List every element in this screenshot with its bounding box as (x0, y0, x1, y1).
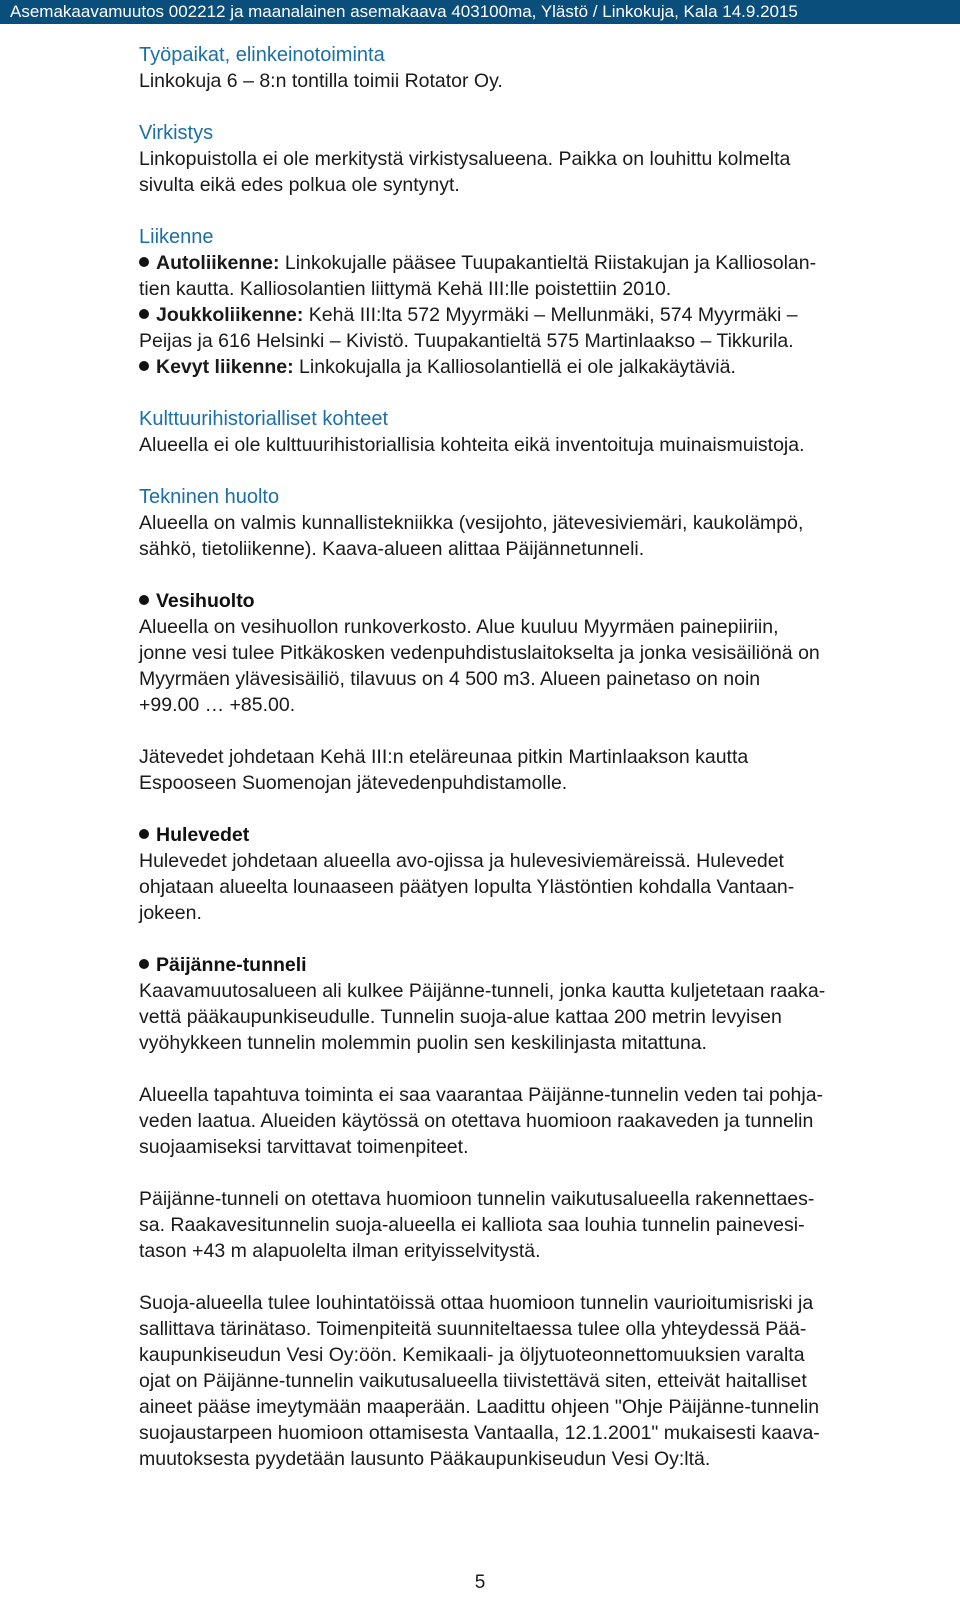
bullet-item (139, 354, 939, 380)
paragraph-line: Myyrmäen ylävesisäiliö, tilavuus on 4 500 m3. Alueen painetaso on noin (139, 668, 761, 690)
paragraph-line: Alueella tapahtuva toiminta ei saa vaarantaa Päijänne-tunnelin veden tai pohja- (139, 1084, 824, 1106)
bullet-icon (139, 257, 149, 267)
paragraph-line: vettä pääkaupunkiseudulle. Tunnelin suoja-alue kattaa 200 metrin levyisen (139, 1006, 782, 1028)
paragraph-line: sallittava tärinätaso. Toimenpiteitä suunniteltaessa tulee olla yhteydessä Pää- (139, 1318, 807, 1340)
paragraph-line: Suoja-alueella tulee louhintatöissä ottaa huomioon tunnelin vaurioitumisriski ja (139, 1292, 814, 1314)
subsection-heading (139, 952, 939, 978)
paragraph-line: Linkokuja 6 – 8:n tontilla toimii Rotator Oy. (139, 70, 503, 92)
paragraph-line: Kaavamuutosalueen ali kulkee Päijänne-tunneli, jonka kautta kuljetetaan raaka- (139, 980, 826, 1002)
paragraph-line: Alueella on vesihuollon runkoverkosto. Alue kuuluu Myyrmäen painepiiriin, (139, 616, 779, 638)
bullet-text: Linkokujalle pääsee Tuupakantieltä Riistakujan ja Kalliosolan- (279, 252, 817, 274)
section-liikenne (139, 224, 939, 380)
bullet-label: Joukkoliikenne: (156, 304, 304, 326)
paragraph-line: Linkopuistolla ei ole merkitystä virkistysalueena. Paikka on louhittu kolmelta (139, 148, 791, 170)
section-vesihuolto (139, 588, 939, 796)
paragraph-line: Espooseen Suomenojan jätevedenpuhdistamolle. (139, 772, 568, 794)
section-heading: Virkistys (139, 122, 214, 144)
paragraph-line: suojaamiseksi tarvittavat toimenpiteet. (139, 1136, 469, 1158)
paragraph-line: +99.00 … +85.00. (139, 694, 296, 716)
section-tyopaikat (139, 42, 939, 94)
bullet-label: Autoliikenne: (156, 252, 280, 274)
paragraph-line: sivulta eikä edes polkua ole syntynyt. (139, 174, 460, 196)
paragraph-line: Jätevedet johdetaan Kehä III:n eteläreunaa pitkin Martinlaakson kautta (139, 746, 749, 768)
paragraph-line: Päijänne-tunneli on otettava huomioon tunnelin vaikutusalueella rakennettaes- (139, 1188, 815, 1210)
paragraph-line: jokeen. (139, 902, 202, 924)
section-heading: Kulttuurihistorialliset kohteet (139, 408, 389, 430)
paragraph-line: tien kautta. Kalliosolantien liittymä Kehä III:lle poistettiin 2010. (139, 278, 672, 300)
document-body (139, 42, 939, 1498)
paragraph-line: tason +43 m alapuolelta ilman erityisselvitystä. (139, 1240, 541, 1262)
paragraph-line: suojaustarpeen huomioon ottamisesta Vantaalla, 12.1.2001" mukaisesti kaava- (139, 1422, 820, 1444)
paragraph-line: jonne vesi tulee Pitkäkosken vedenpuhdistuslaitokselta ja jonka vesisäiliönä on (139, 642, 820, 664)
paragraph-line: aineet pääse imeytymään maaperään. Laadittu ohjeen "Ohje Päijänne-tunnelin (139, 1396, 820, 1418)
bullet-icon (139, 309, 149, 319)
paragraph-line: kaupunkiseudun Vesi Oy:öön. Kemikaali- ja öljytuoteonnettomuuksien varalta (139, 1344, 805, 1366)
paragraph-line: Peijas ja 616 Helsinki – Kivistö. Tuupakantieltä 575 Martinlaakso – Tikkurila. (139, 330, 794, 352)
section-heading: Työpaikat, elinkeinotoiminta (139, 44, 385, 66)
page-number: 5 (474, 1572, 486, 1593)
paragraph-line: Alueella on valmis kunnallistekniikka (vesijohto, jätevesiviemäri, kaukolämpö, (139, 512, 804, 534)
bullet-icon (139, 595, 149, 605)
paragraph-line: vyöhykkeen tunnelin molemmin puolin sen keskilinjasta mitattuna. (139, 1032, 707, 1054)
section-tekninen (139, 484, 939, 562)
bullet-item (139, 250, 939, 276)
bullet-icon (139, 959, 149, 969)
paragraph-line: sähkö, tietoliikenne). Kaava-alueen alittaa Päijännetunneli. (139, 538, 645, 560)
subsection-heading (139, 588, 939, 614)
bullet-icon (139, 829, 149, 839)
bullet-label: Kevyt liikenne: (156, 356, 294, 378)
subsection-title: Hulevedet (156, 824, 250, 846)
section-paijanne (139, 952, 939, 1472)
section-hulevedet (139, 822, 939, 926)
paragraph-line: ohjataan alueelta lounaaseen päätyen lopulta Ylästöntien kohdalla Vantaan- (139, 876, 795, 898)
section-virkistys (139, 120, 939, 198)
section-heading: Liikenne (139, 226, 214, 248)
paragraph-line: Hulevedet johdetaan alueella avo-ojissa ja hulevesiviemäreissä. Hulevedet (139, 850, 784, 872)
bullet-text: Kehä III:lta 572 Myyrmäki – Mellunmäki, 574 Myyrmäki – (303, 304, 798, 326)
bullet-icon (139, 361, 149, 371)
subsection-heading (139, 822, 939, 848)
subsection-title: Päijänne-tunneli (156, 954, 307, 976)
paragraph-line: sa. Raakavesitunnelin suoja-alueella ei kalliota saa louhia tunnelin painevesi- (139, 1214, 805, 1236)
section-kulttuuri (139, 406, 939, 458)
subsection-title: Vesihuolto (156, 590, 255, 612)
paragraph-line: muutoksesta pyydetään lausunto Pääkaupunkiseudun Vesi Oy:ltä. (139, 1448, 711, 1470)
paragraph-line: Alueella ei ole kulttuurihistoriallisia kohteita eikä inventoituja muinaismuistoja. (139, 434, 805, 456)
paragraph-line: ojat on Päijänne-tunnelin vaikutusalueella tiivistettävä siten, etteivät haitalliset (139, 1370, 807, 1392)
section-heading: Tekninen huolto (139, 486, 280, 508)
paragraph-line: veden laatua. Alueiden käytössä on otettava huomioon raakaveden ja tunnelin (139, 1110, 814, 1132)
bullet-text: Linkokujalla ja Kalliosolantiellä ei ole jalkakäytäviä. (293, 356, 736, 378)
bullet-item (139, 302, 939, 328)
document-header: Asemakaavamuutos 002212 ja maanalainen asemakaava 403100ma, Ylästö / Linkokuja, Kala 14.9.2015 (0, 0, 960, 24)
